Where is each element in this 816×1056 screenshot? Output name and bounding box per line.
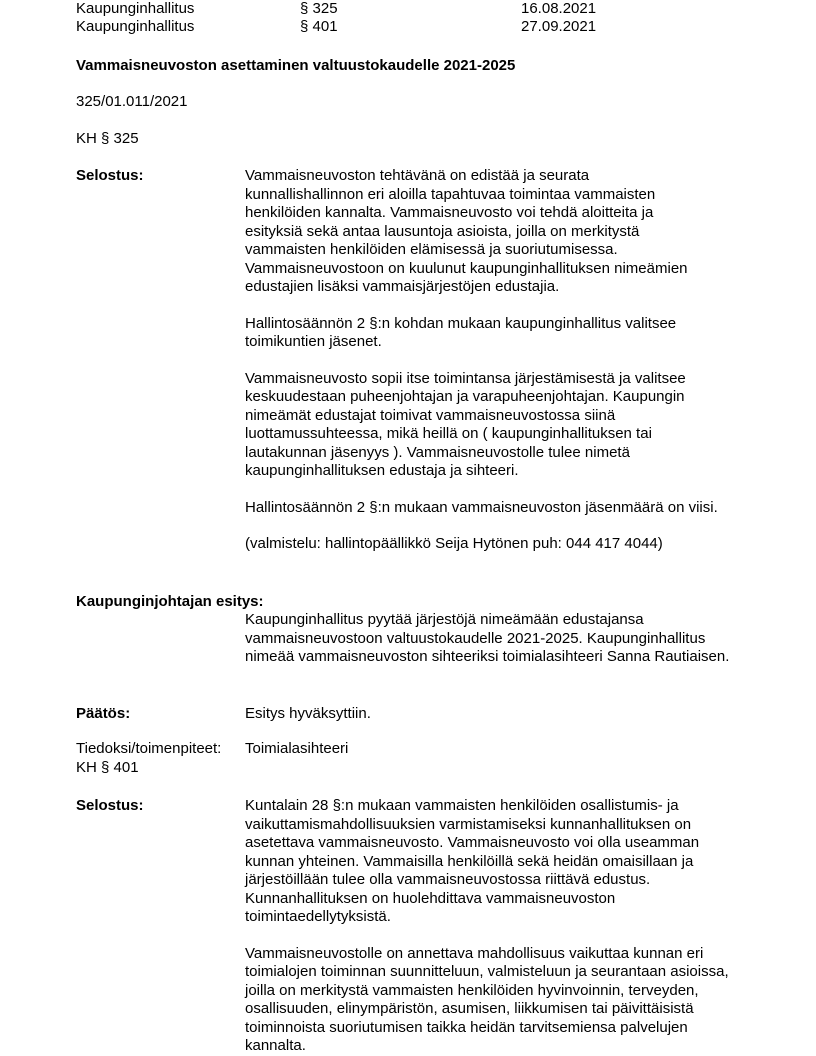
header-body-name: Kaupunginhallitus — [76, 0, 195, 17]
esitys-text — [245, 611, 745, 667]
header-section-number: § 401 — [300, 18, 338, 35]
header-row — [76, 18, 776, 36]
section-label-selostus: Selostus: — [76, 797, 144, 814]
paragraph: Kaupunginhallitus pyytää järjestöjä nimeämään edustajansa vammaisneuvostoon valtuustokaudelle 2021-2025. Kaupunginhallitus nimeää vammaisneuvoston sihteeriksi toimialasihteeri Sanna Rautiaisen. — [245, 611, 730, 665]
header-row — [76, 0, 776, 18]
meeting-reference: KH § 401 — [76, 759, 139, 776]
section-label-selostus: Selostus: — [76, 167, 144, 184]
paragraph: Vammaisneuvoston tehtävänä on edistää ja seurata kunnallishallinnon eri aloilla tapahtuvaa toimintaa vammaisten henkilöiden kannalta. Vammaisneuvosto voi tehdä aloitteita ja esityksiä sekä antaa lausuntoja asioista, joilla on merkitystä vammaisten henkilöiden elämisessä ja suoriutumisessa. Vammaisneuvostoon on kuulunut kaupunginhallituksen nimeämien edustajien lisäksi vammaisjärjestöjen edustajia. — [245, 167, 688, 295]
header-section-number: § 325 — [300, 0, 338, 17]
header-date: 27.09.2021 — [521, 18, 597, 35]
section-label-tiedoksi: Tiedoksi/toimenpiteet: — [76, 740, 222, 757]
header-date: 16.08.2021 — [521, 0, 597, 17]
paragraph: Kuntalain 28 §:n mukaan vammaisten henkilöiden osallistumis- ja vaikuttamismahdollisuuksien varmistamiseksi kunnanhallituksen on asetettava vammaisneuvosto. Vammaisneuvosto voi olla useamman kunnan yhteinen. Vammaisilla henkilöillä sekä heidän omaisillaan ja järjestöillään tulee olla vammaisneuvostossa riittävä edustus. Kunnanhallituksen on huolehdittava vammaisneuvoston toimintaedellytyksistä. — [245, 797, 700, 925]
selostus-text — [245, 797, 735, 1056]
section-label-paatos: Päätös: — [76, 705, 131, 722]
section-label-esitys: Kaupunginjohtajan esitys: — [76, 593, 264, 610]
paragraph: Vammaisneuvostolle on annettava mahdollisuus vaikuttaa kunnan eri toimialojen toiminnan suunnitteluun, valmisteluun ja seurantaan asioissa, joilla on merkitystä vammaisten henkilöiden hyvinvoinnin, terveyden, osallisuuden, elinympäristön, asumisen, liikkumisen tai päivittäisistä toiminnoista suoriutumisen taikka heidän tarvitsemiensa palvelujen kannalta. — [245, 944, 729, 1054]
paragraph: Hallintosäännön 2 §:n mukaan vammaisneuvoston jäsenmäärä on viisi. — [245, 498, 718, 516]
meeting-reference: KH § 325 — [76, 130, 139, 147]
diary-number: 325/01.011/2021 — [76, 93, 188, 110]
header-body-name: Kaupunginhallitus — [76, 18, 195, 35]
selostus-text — [245, 167, 725, 554]
paatos-text: Esitys hyväksyttiin. — [245, 705, 371, 722]
tiedoksi-text: Toimialasihteeri — [245, 740, 349, 757]
matter-title: Vammaisneuvoston asettaminen valtuustokaudelle 2021-2025 — [76, 57, 516, 74]
paragraph: Vammaisneuvosto sopii itse toimintansa järjestämisestä ja valitsee keskuudestaan puheenjohtajan ja varapuheenjohtajan. Kaupungin nimeämät edustajat toimivat vammaisneuvostossa siinä luottamussuhteessa, mikä heillä on ( kaupunginhallituksen tai lautakunnan jäsenyys ). Vammaisneuvostolle tulee nimetä kaupunginhallituksen edustaja ja sihteeri. — [245, 369, 686, 479]
paragraph: (valmistelu: hallintopäällikkö Seija Hytönen puh: 044 417 4044) — [245, 535, 663, 552]
paragraph: Hallintosäännön 2 §:n kohdan mukaan kaupunginhallitus valitsee toimikuntien jäsenet. — [245, 314, 677, 350]
